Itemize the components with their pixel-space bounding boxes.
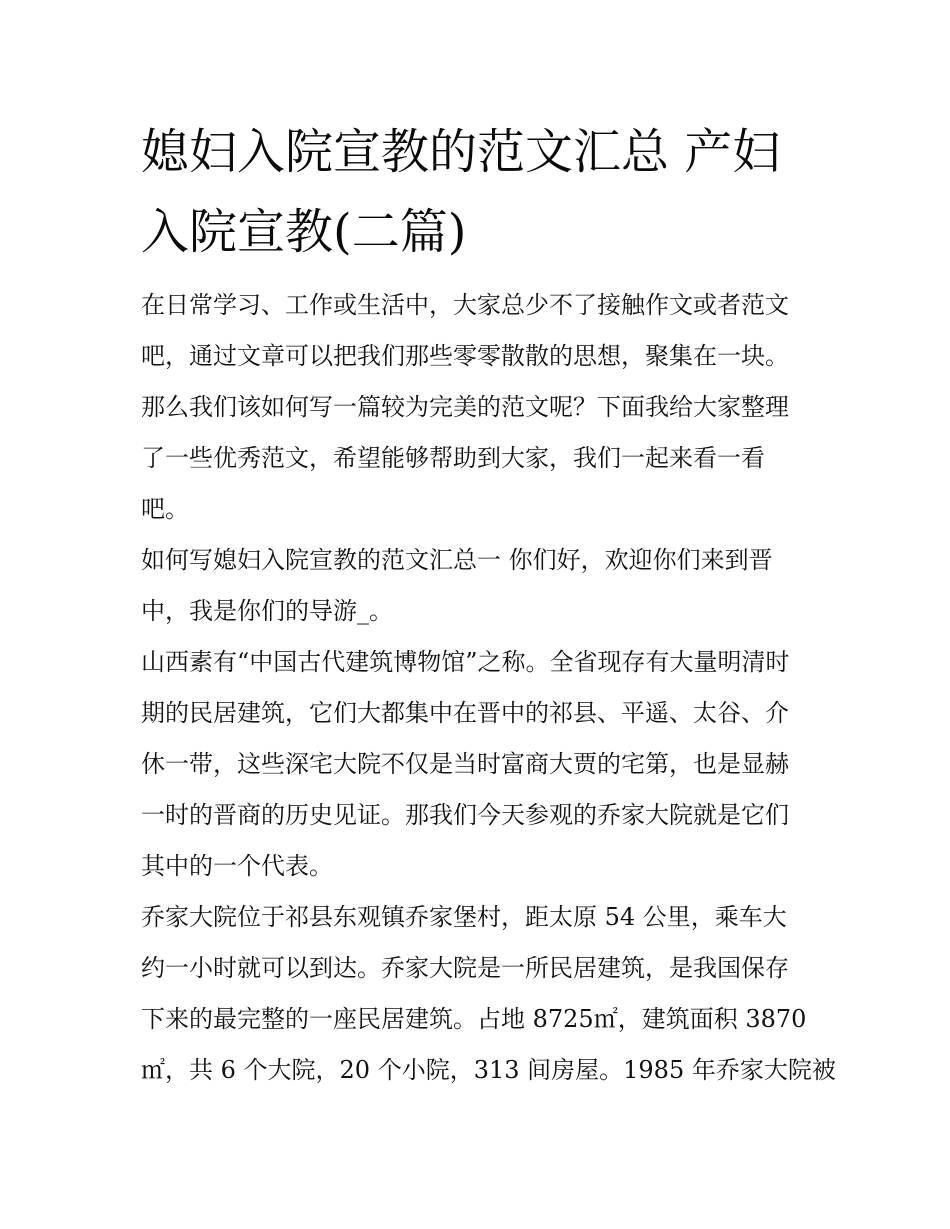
text-line: 那么我们该如何写一篇较为完美的范文呢？下面我给大家整理 bbox=[141, 393, 789, 421]
document-page bbox=[141, 112, 836, 1096]
text-line: 期的民居建筑，它们大都集中在晋中的祁县、平遥、太谷、介 bbox=[141, 699, 789, 727]
text-line: 山西素有“中国古代建筑博物馆”之称。全省现存有大量明清时 bbox=[141, 648, 790, 676]
paragraph-shanxi bbox=[141, 637, 813, 892]
text-line: 一时的晋商的历史见证。那我们今天参观的乔家大院就是它们 bbox=[141, 801, 789, 829]
text-line: ㎡，共 6 个大院，20 个小院，313 间房屋。1985 年乔家大院被 bbox=[141, 1056, 836, 1084]
text-line: 休一带，这些深宅大院不仅是当时富商大贾的宅第，也是显赫 bbox=[141, 750, 789, 778]
document-title bbox=[141, 112, 813, 272]
text-line: 其中的一个代表。 bbox=[141, 852, 333, 880]
text-line: 下来的最完整的一座民居建筑。占地 8725㎡，建筑面积 3870 bbox=[141, 1005, 807, 1033]
text-line: 吧，通过文章可以把我们那些零零散散的思想，聚集在一块。 bbox=[141, 342, 789, 370]
text-line: 了一些优秀范文，希望能够帮助到大家，我们一起来看一看 bbox=[141, 444, 765, 472]
document-body bbox=[141, 280, 836, 1096]
paragraph-greeting bbox=[141, 535, 813, 637]
text-line: 如何写媳妇入院宣教的范文汇总一 你们好，欢迎你们来到晋 bbox=[141, 546, 773, 574]
text-line: 约一小时就可以到达。乔家大院是一所民居建筑，是我国保存 bbox=[141, 954, 789, 982]
title-line: 入院宣教(二篇) bbox=[141, 204, 467, 260]
paragraph-qiao-family bbox=[141, 892, 836, 1096]
paragraph-intro bbox=[141, 280, 813, 535]
text-line: 中，我是你们的导游_。 bbox=[141, 597, 393, 625]
text-line: 吧。 bbox=[141, 495, 189, 523]
text-line: 乔家大院位于祁县东观镇乔家堡村，距太原 54 公里，乘车大 bbox=[141, 903, 787, 931]
title-line: 媳妇入院宣教的范文汇总 产妇 bbox=[141, 124, 781, 180]
text-line: 在日常学习、工作或生活中，大家总少不了接触作文或者范文 bbox=[141, 291, 789, 319]
